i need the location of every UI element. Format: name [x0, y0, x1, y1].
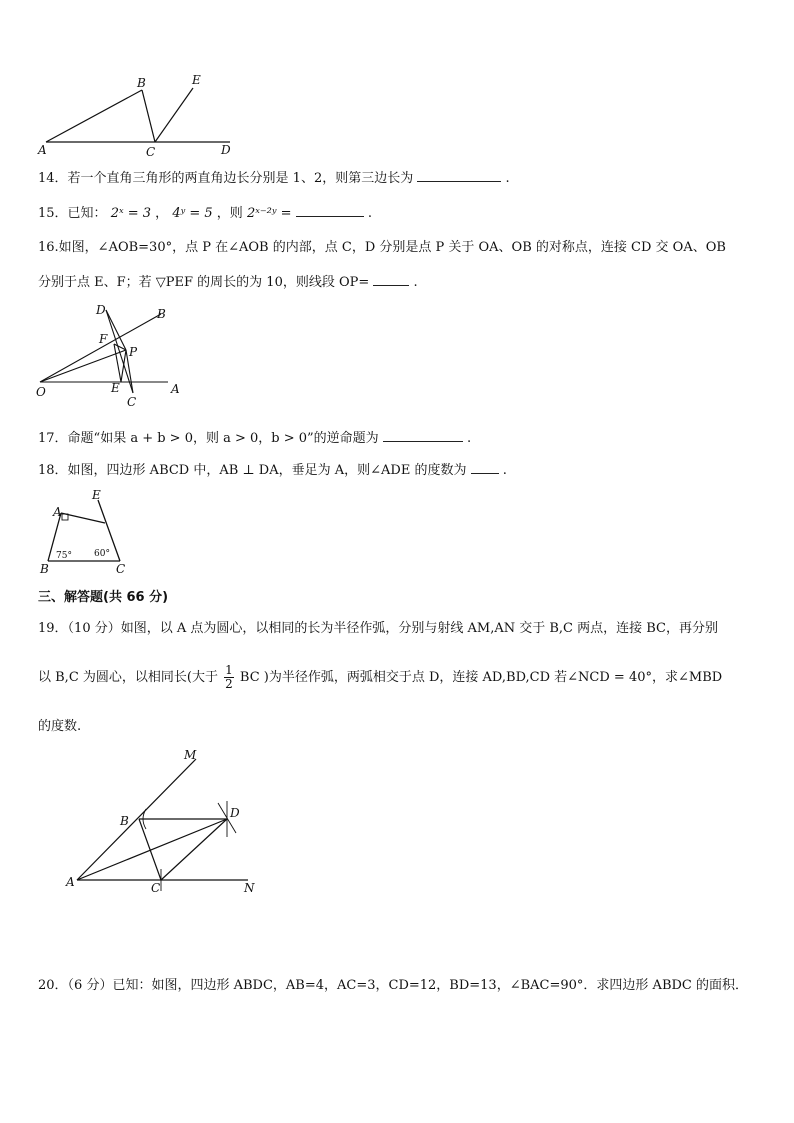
label-d: D: [221, 143, 231, 157]
label-f: F: [99, 332, 108, 346]
expr-2-pow-x-minus-2y: 2ˣ⁻²ʸ: [246, 206, 277, 221]
answer-blank-16[interactable]: [373, 271, 409, 286]
angle-c-value: 60°: [94, 549, 110, 559]
answer-blank-14[interactable]: [417, 167, 501, 182]
question-20-text: 20．（6 分）已知：如图，四边形 ABDC，AB=4，AC=3，CD=12，BD=13，∠BAC=90°．求四边形 ABDC 的面积．: [38, 978, 748, 993]
label-e: E: [192, 73, 201, 87]
label-a: A: [171, 382, 180, 396]
question-15-suffix: ，则: [216, 206, 243, 221]
figure-q13: [30, 70, 250, 160]
label-b: B: [137, 76, 146, 90]
label-e: E: [111, 381, 120, 395]
equals-sign: =: [280, 206, 296, 221]
section-title: 三、解答题(共 66 分): [38, 590, 169, 605]
question-16-text-1: 16.如图，∠AOB=30°，点 P 在∠AOB 的内部，点 C，D 分别是点 P 关于 OA、OB 的对称点，连接 CD 交 OA、OB: [38, 240, 726, 255]
segment-pe: [121, 350, 126, 382]
period: .: [466, 431, 472, 446]
question-19-line-3: [38, 718, 81, 736]
answer-blank-18[interactable]: [471, 459, 499, 474]
fraction-denominator: 2: [225, 677, 233, 691]
label-c: C: [127, 395, 137, 409]
question-14-text: 14．若一个直角三角形的两直角边长分别是 1、2，则第三边长为: [38, 171, 414, 186]
label-d: D: [96, 303, 106, 317]
expr-4y-eq-5: 4ʸ = 5: [172, 206, 213, 221]
period: .: [413, 275, 418, 290]
question-16-line-2: [38, 271, 418, 292]
label-b: B: [120, 814, 129, 828]
question-19-line-1: [38, 620, 718, 638]
question-19-text-2a: 以 B,C 为圆心，以相同长(大于: [38, 670, 218, 685]
question-15-prefix: 15．已知：: [38, 206, 107, 221]
segment-fe: [114, 344, 121, 382]
question-18: [38, 459, 507, 480]
question-16-line-1: [38, 239, 726, 257]
label-c: C: [116, 562, 126, 576]
question-19-text-1: 19．（10 分）如图，以 A 点为圆心，以相同的长为半径作弧，分别与射线 AM,AN 交于 B,C 两点，连接 BC，再分别: [38, 621, 718, 636]
label-c: C: [146, 145, 156, 159]
question-20: [38, 977, 748, 995]
period: .: [502, 463, 507, 478]
label-b: B: [157, 307, 166, 321]
comma: ，: [155, 206, 169, 221]
question-17: [38, 427, 471, 448]
figure-q19: [60, 745, 270, 895]
fraction-one-half: [224, 664, 234, 691]
expr-2x-eq-3: 2ˣ = 3: [110, 206, 152, 221]
answer-blank-15[interactable]: [296, 202, 364, 217]
segment-ad: [77, 819, 227, 880]
question-19-line-2: [38, 664, 722, 691]
segment-cd: [161, 819, 227, 880]
label-o: O: [36, 385, 46, 399]
label-a: A: [38, 143, 47, 157]
figure-q18: [34, 488, 134, 580]
label-n: N: [244, 881, 255, 895]
question-19-text-2b: BC )为半径作弧，两弧相交于点 D，连接 AD,BD,CD 若∠NCD = 40°，求∠MBD: [239, 670, 723, 685]
question-14: [38, 167, 510, 188]
ray-ob: [40, 314, 161, 382]
answer-blank-17[interactable]: [383, 427, 463, 442]
label-p: P: [129, 345, 138, 359]
segment-bc: [142, 90, 155, 142]
label-b: B: [40, 562, 49, 576]
label-d: D: [230, 806, 240, 820]
label-a: A: [66, 875, 75, 889]
question-16-text-2: 分别于点 E、F；若 ▽PEF 的周长的为 10，则线段 OP=: [38, 275, 370, 290]
segment-op: [40, 350, 126, 382]
angle-b-value: 75°: [56, 551, 72, 561]
fraction-numerator: 1: [225, 663, 233, 677]
segment-ce: [155, 88, 193, 142]
label-e: E: [92, 488, 101, 502]
question-18-text: 18．如图，四边形 ABCD 中，AB ⊥ DA，垂足为 A，则∠ADE 的度数为: [38, 463, 467, 478]
segment-ab: [46, 90, 142, 142]
segment-bc: [139, 819, 161, 880]
segment-dp: [106, 310, 126, 350]
label-a: A: [53, 505, 62, 519]
question-17-text: 17．命题“如果 a + b > 0，则 a > 0，b > 0”的逆命题为: [38, 431, 379, 446]
question-19-text-3: 的度数.: [38, 719, 82, 734]
label-m: M: [184, 748, 197, 762]
period: .: [367, 206, 372, 221]
figure-q16: [30, 300, 190, 410]
period: .: [505, 171, 510, 186]
question-15: [38, 202, 372, 223]
label-c: C: [151, 881, 161, 895]
